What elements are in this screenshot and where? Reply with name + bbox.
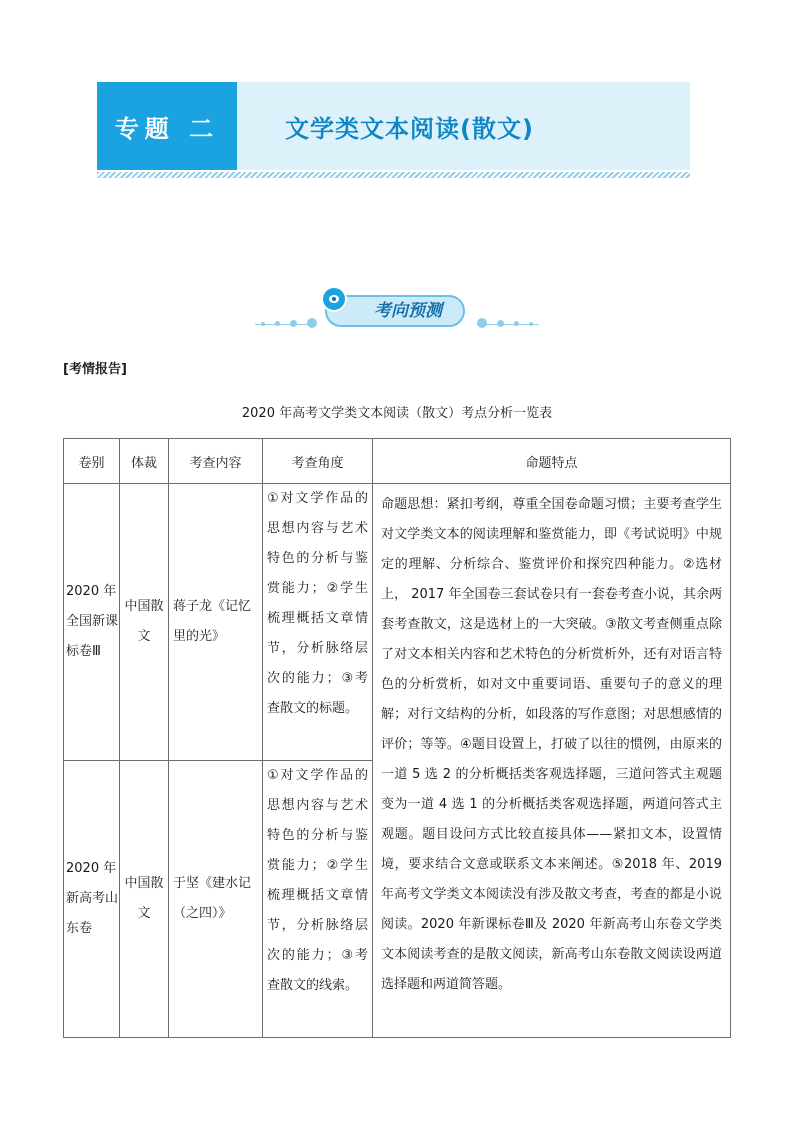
cell-angle: ①对文学作品的思想内容与艺术特色的分析与鉴赏能力；②学生梳理概括文章情节，分析脉络层次的能力；③考查散文的标题。 <box>263 484 373 761</box>
dot-decoration <box>529 322 533 326</box>
table-title: 2020 年高考文学类文本阅读（散文）考点分析一览表 <box>241 406 553 421</box>
section-badge <box>255 290 539 340</box>
dot-decoration <box>290 320 297 327</box>
header-content: 考查内容 <box>169 439 263 484</box>
topic-number: 专题 二 <box>114 114 220 143</box>
header-angle: 考查角度 <box>263 439 373 484</box>
topic-banner <box>97 82 690 170</box>
dot-decoration <box>307 318 317 328</box>
topic-number-panel <box>97 82 237 170</box>
cell-genre: 中国散文 <box>120 484 169 761</box>
dot-decoration <box>477 318 487 328</box>
header-feature: 命题特点 <box>373 439 731 484</box>
banner-divider <box>97 172 690 178</box>
topic-title-panel <box>237 82 690 170</box>
analysis-table <box>63 438 731 1038</box>
cell-angle: ①对文学作品的思想内容与艺术特色的分析与鉴赏能力；②学生梳理概括文章情节，分析脉络层次的能力；③考查散文的线索。 <box>263 761 373 1038</box>
topic-title: 文学类文本阅读(散文) <box>285 114 534 143</box>
dot-decoration <box>514 321 519 326</box>
report-label: [考情报告] <box>63 362 127 377</box>
header-paper: 卷别 <box>64 439 120 484</box>
table-row <box>64 484 731 761</box>
header-genre: 体裁 <box>120 439 169 484</box>
cell-content: 蒋子龙《记忆里的光》 <box>169 484 263 761</box>
dot-decoration <box>275 321 280 326</box>
cell-paper: 2020 年新高考山东卷 <box>64 761 120 1038</box>
dot-decoration <box>497 320 504 327</box>
cell-genre: 中国散文 <box>120 761 169 1038</box>
table-header-row <box>64 439 731 484</box>
cell-paper: 2020 年全国新课标卷Ⅲ <box>64 484 120 761</box>
cell-content: 于坚《建水记（之四）》 <box>169 761 263 1038</box>
cell-feature: 命题思想：紧扣考纲，尊重全国卷命题习惯；主要考查学生对文学类文本的阅读理解和鉴赏能力，即《考试说明》中规定的理解、分析综合、鉴赏评价和探究四种能力。②选材上， 2017 年全国卷三套试卷只有一套卷考查小说，其余两套考查散文，这是选材上的一大突破。③散文考查侧重点除了对文本相关内容和艺术特色的分析赏析外，还有对语言特色的分析赏析，如对文中重要词语、重要句子的意义的理解；对行文结构的分析，如段落的写作意图；对思想感情的评价；等等。④题目设置上，打破了以往的惯例，由原来的一道 5 选 2 的分析概括类客观选择题，三道问答式主观题变为一道 4 选 1 的分析概括类客观选择题，两道问答式主观题。题目设问方式比较直接具体——紧扣文本，设置情境，要求结合文意或联系文本来阐述。⑤2018 年、2019 年高考文学类文本阅读没有涉及散文考查，考查的都是小说阅读。2020 年新课标卷Ⅲ及 2020 年新高考山东卷文学类文本阅读考查的是散文阅读，新高考山东卷散文阅读设两道选择题和两道简答题。 <box>373 484 731 1038</box>
dot-decoration <box>261 322 265 326</box>
eye-icon <box>321 286 347 312</box>
badge-label: 考向预测 <box>374 301 442 321</box>
